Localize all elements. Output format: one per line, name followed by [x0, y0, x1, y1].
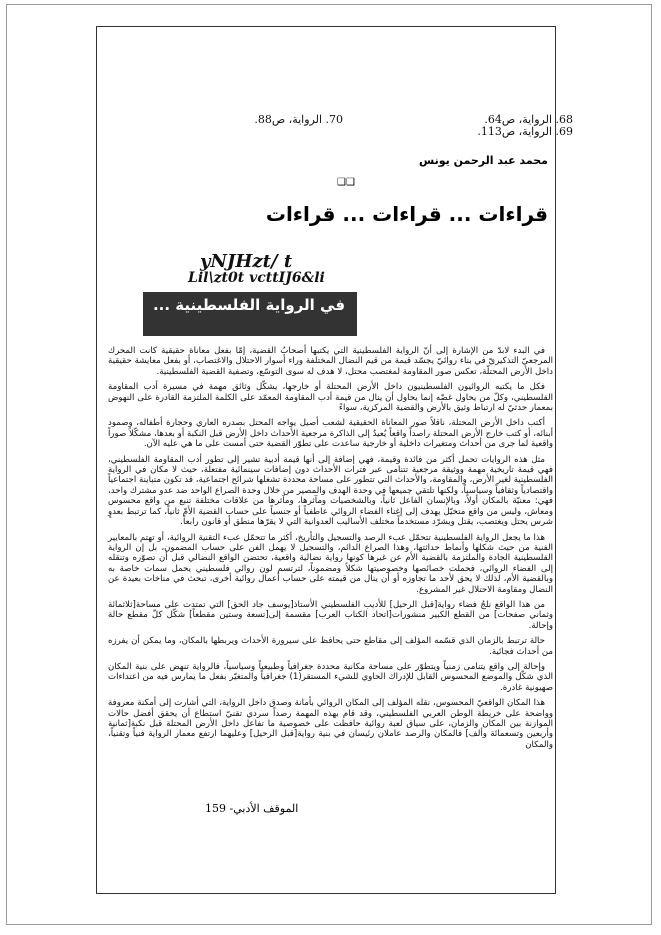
paragraph: وإحالة إلى واقع يتنامى زمنياً ويتطوّر على مساحة مكانية محددة جغرافياً وطبيعياً وسياسياً، فالرواية تنهض على بنية المكان الذي شكّل والموضع المحسوس القابل للإدراك الحاوي للشيء المستقر(1) جغرافياً والمتغيّر بفعل ما يمارس فيه من اعتداءات صهيونية غادرة. [108, 661, 554, 693]
paragraph: حالة ترتبط بالزمان الذي قسّمه المؤلف إلى مقاطع حتى يحافظ على سيرورة الأحداث ويربطها بالمكان، وما يمكن أن يفرزه من أحداث فجائية. [108, 636, 553, 657]
paragraph: من هذا الواقع نلجُ فضاء رواية[قبل الرحيل] للأديب الفلسطيني الأستاذ[يوسف جاد الحق] التي تمتدت على مساحة[ثلاثمائة وثماني صفحات] من القطع الكبير منشورات[اتحاد الكتاب العرب] مقسمة إلى[تسعة وستين مقطعاً] شكّل كلّ مقطع حالة وإحالة. [108, 599, 553, 631]
logo-latin-text-1: yNJHzt/ t [200, 251, 293, 272]
footnote-68: 68. الرواية، ص64. [484, 113, 573, 126]
logo-latin-text-2: Lil\zt0t vcttIJ6&li [188, 270, 325, 286]
article-body [108, 346, 553, 755]
paragraph: هذا ما يجعل الرواية الفلسطينية تتحمّل عبء الرصد والتسجيل والتأريخ، أكثر ما تتحمّل عبء التقنية الروائية، أو تهتم بالمعايير الفنية من حيث شكلها وأنماط حداثتها، وهذا الصراع الدائم، والتسجيل لا يهمل الفن على حساب المضمون، بل إن الرواية الفلسطينية الجادة والملتزمة بالقضية الأم عن غيرها كونها رواية نضالية واقعية، تحتضن الواقع النضالي قبل أن تصوّره وتنقله إلى الفضاء الروائي، فحملت خصائصها وخصوصيتها شكلاً ومضموناً، لترتسم لون روائي فلسطيني يحمل سمات خاصة به وبالقضية الأم، لذلك لا يحق لأحد ما تجاوزه أو أن ينال من قيمته على حساب أعمال روائية أخرى، تبحث في مناخات بعيدة عن النضال ومقاومة الاحتلال غير المشروع. [108, 532, 553, 595]
footnote-69: 69. الرواية، ص113. [477, 125, 573, 138]
footnote-70: 70. الرواية، ص88. [254, 113, 343, 126]
logo-subtitle: في الرواية الفلسطينية ... [152, 296, 346, 314]
page-title: قراءات ... قراءات ... قراءات [265, 202, 548, 226]
author-name: محمد عبد الرحمن يونس [419, 154, 548, 167]
paragraph: في البدء لابدّ من الإشارة إلى أنّ الرواية الفلسطينية التي يكتبها أصحابُ القضية، إمّا بفعل معاناة حقيقية كانت المحرك المرجعيّ التذكيريّ في بناء روائيّ يجسّد قيمة من قيم النضال المختلفة وراء أسوار الاحتلال والاغتصاب، أو بفعل معايشة حقيقية داخل الأرض المحتلّة، تعكس صور المقاومة لمغتصب محتل، لا هدف له سوى التوسّع، وتصفية القضية الفلسطينية. [108, 346, 553, 377]
section-marker: ❑❑ [337, 177, 355, 188]
paragraph: هذا المكان الواقعيّ المحسوس، نقله المؤلف إلى المكان الروائي بأمانة وصدق داخل الرواية، التي أشارت إلى أمكنة معروفة وواضحة على خريطة الوطن العربي الفلسطيني، وقد قام بهذه المهمة رصداً سردي تقنيّ استطاع أن يحقق أفضل حالات الموازنة بين المكان والزمان، على سياق لعبة روائية حافظت على خصوصية ما تفاعل داخل الأرض المحتلة قبل نكبة[ثمانية وأربعين وتسعمائة وألف] فالمكان والرصد عاملان رئيسان في بنية رواية[قبل الرحيل] وعليهما ارتفع معمار الرواية فنياً وتقنياً، والمكان [108, 698, 553, 750]
page-footer: الموقف الأدبي- 159 [205, 802, 299, 815]
paragraph: فكل ما يكتبه الروائيون الفلسطينيون داخل الأرض المحتلة أو خارجها، يشكّل وثائق مهمة في مسيرة أدب المقاومة الفلسطيني، وكلّ من يحاول غضّه إنما يحاول أن ينال من قيمة أدب المقاومة المعمّد على الكلمة الملتزمة القادرة على النهوض بمعمار حدثيّ له ارتباط وثيق بالأرض والقضية المركزية، سواءً [108, 382, 553, 414]
paragraph: مثل هذه الروايات تحمل أكثر من فائدة وقيمة، فهي إضافة إلى أنها قيمة أدبية تشير إلى تطور أدب المقاومة الفلسطيني، فهي قيمة تاريخية مهمة ووثيقة مرجعية تتنامى عبر فترات الأحداث دون إضافات سينمائية مفتعلة، حيث لا مكان في الرواية الفلسطينية لغير الأرض، والمقاومة، والأحداث التي تتطور على مساحة محددة تشغلها شرائح اجتماعية، قد تكون متباينة اجتماعياً واقتصادياً وثقافياً وسياسياً، ولكنها تلتقي جميعها في وحدة الهدف والمصير من خلال وحدة الصراع الواحد ضد عدو مشترك واحد، فهي: معنيّة بالمكان أولاً، وبالإنسان الفاعل ثانياً، وبالشخصيات ومآثرها، ومآثرها من علاقات مختلفة تنبع من واقع محسوس ومعاش، وليس من واقع متخيّل يهدف إلى إغناء الفضاء الروائي عاطفياً أو جنسياً على حساب القضية الأمّ ثانياً، كما ترتبط بعدوٍ شرس يحتل ويغتصب، يقتل ويشرّد مستخدماً مختلف الأساليب العدوانية التي لا يقرّها منطق أو قانون رابعاً. [108, 454, 553, 528]
paragraph: أكتب داخل الأرض المحتلة، ناقلاً صور المعاناة الحقيقية لشعب أصيل يواجه المحتل بصدره العاري وحجارة أطفاله، وصمود أبنائه، أو كتب خارج الأرض المحتلة راصداً واقعاً يُعيدُ إلى الذاكرة مرجعية الأحداث داخل الأرض قبل النكبة أو بعدها، مشكّلاً صوراً واقعية لما جرى من أحداث ومتغيرات داخلية أو خارجية ساعدت على تطوّر القضية حتى أمست على ما هي عليه الآن. [108, 418, 553, 450]
